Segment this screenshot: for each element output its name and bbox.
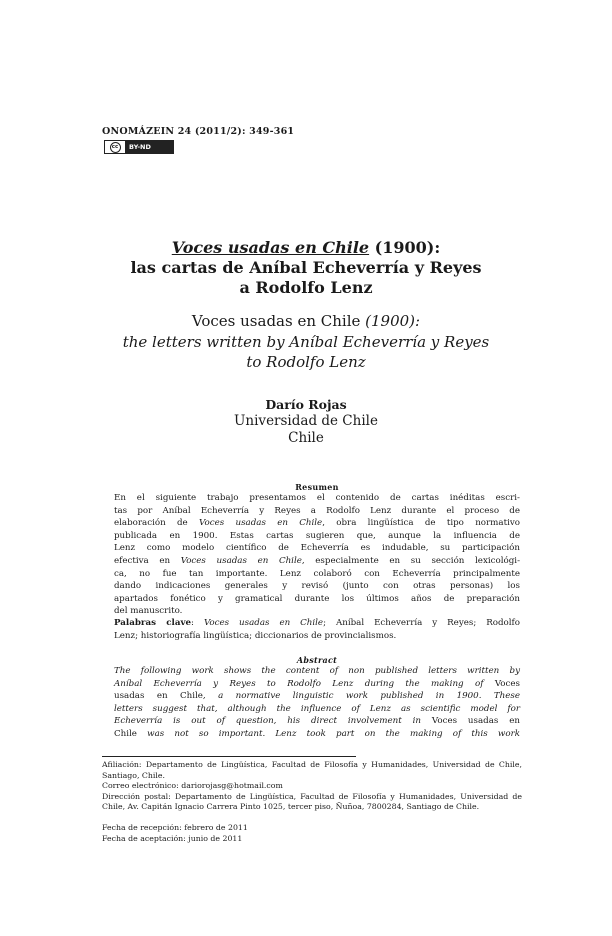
accepted-date: Fecha de aceptación: junio de 2011 [102,833,243,843]
author-block [102,396,510,447]
english-title-plain: Voces usadas en Chile [191,312,366,330]
footnote-dates [102,823,522,844]
abstract-heading: Abstract [296,655,338,665]
english-title [102,311,510,373]
english-title-line-2: the letters written by Aníbal Echeverría y Reyes [122,332,490,351]
received-date: Fecha de recepción: febrero de 2011 [102,823,248,832]
title-year: (1900): [369,238,441,257]
title-work-name: Voces usadas en Chile [171,238,370,257]
keywords-label: Palabras clave [114,618,192,628]
author-name: Darío Rojas [265,397,347,412]
footnote-rule [102,756,356,757]
author-country: Chile [288,430,324,446]
footnote-affiliation: Afiliación: Departamento de Lingüística, Facultad de Filosofía y Humanidades, Universidad de Chile, Santiago, Chile. Correo electrónico: dariorojasg@hotmail.com Dirección postal: Departamento de Lingüística, Facultad de Filosofía y Humanidades, Universidad de Chile, Av. Capitán Ignacio Carrera Pinto 1025, tercer piso, Ñuñoa, 7800284, Santiago de Chile. [102,760,522,811]
article-title [102,238,510,298]
resumen-heading: Resumen [295,482,339,492]
title-line-2: las cartas de Aníbal Echeverría y Reyes [130,258,482,277]
license-label: BY-ND [125,141,173,153]
author-affiliation: Universidad de Chile [234,413,378,429]
keywords: Palabras clave: Voces usadas en Chile; Aníbal Echeverría y Reyes; Rodolfo Lenz; historiografía lingüística; diccionarios de provincialismos. [114,618,520,641]
author-email: Correo electrónico: dariorojasg@hotmail.com [102,781,283,790]
license-badge[interactable] [104,140,174,154]
english-title-line-3: to Rodolfo Lenz [246,353,366,371]
journal-citation: ONOMÁZEIN 24 (2011/2): 349-361 [102,126,295,137]
resumen-body: En el siguiente trabajo presentamos el contenido de cartas inéditas escri- tas por Aníbal Echeverría y Reyes a Rodolfo Lenz durante el proceso de elaboración de Voces usadas en Chile, obra lingüística de tipo normativo publicada en 1900. Estas cartas sugieren que, aunque la influencia de Lenz como modelo científico de Echeverría es indudable, su participación efectiva en Voces usadas en Chile, especialmente en su sección lexicológi- ca, no fue tan importante. Lenz colaboró con Echeverría principalmente dando indicaciones generales y revisó (junto con otras personas) los apartados fonético y gramatical durante los últimos años de preparación del manuscrito. [114,493,520,617]
abstract-body: The following work shows the content of non published letters written by Aníbal Echeverría y Reyes to Rodolfo Lenz during the making of Voces usadas en Chile, a normative linguistic work published in 1900. These letters suggest that, although the influence of Lenz as scientific model for Echeverría is out of question, his direct involvement in Voces usadas en Chile was not so important. Lenz took part on the making of this work [114,666,520,739]
title-line-3: a Rodolfo Lenz [239,278,373,297]
creative-commons-icon: cc [110,142,121,153]
english-title-year: (1900): [365,312,421,330]
